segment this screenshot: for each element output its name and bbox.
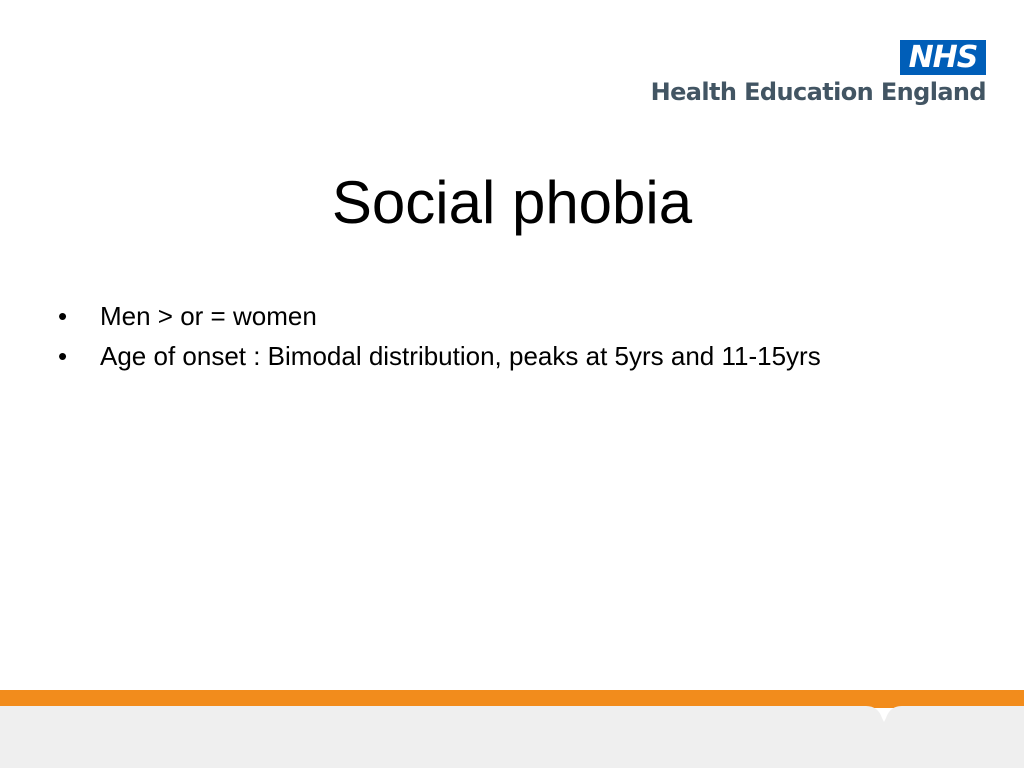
nhs-logo-badge: NHS: [900, 40, 986, 75]
bullet-marker: •: [58, 301, 68, 331]
footer-orange-stripe: [0, 690, 1024, 708]
bullet-marker: •: [58, 341, 68, 371]
nhs-hee-logo: [626, 40, 986, 112]
bullet-item: [58, 297, 821, 337]
slide-title: Social phobia: [331, 169, 693, 236]
organization-name: Health Education England: [650, 78, 986, 106]
bullet-item: [58, 337, 821, 377]
bullet-list: [58, 297, 821, 377]
footer-grey-panel: [0, 706, 1024, 768]
footer-band: [0, 690, 1024, 768]
bullet-text: Age of onset : Bimodal distribution, peaks at 5yrs and 11-15yrs: [100, 341, 821, 371]
bullet-text: Men > or = women: [100, 301, 317, 331]
